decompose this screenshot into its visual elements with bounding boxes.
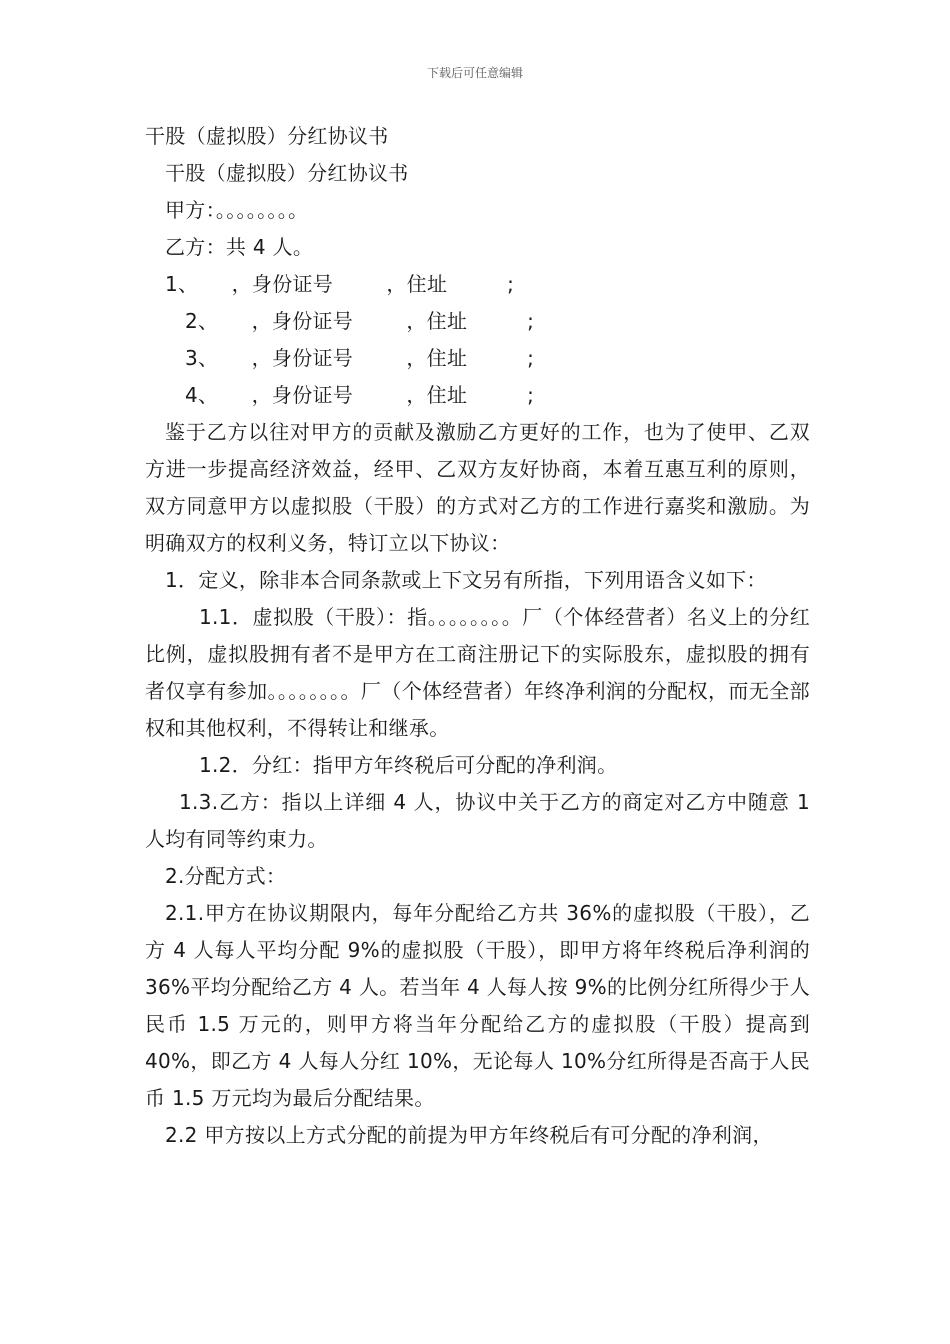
member-row-4: 4、 ，身份证号 ，住址 ; — [185, 383, 535, 407]
clause-2-2: 2.2 甲方按以上方式分配的前提为甲方年终税后有可分配的净利润， — [165, 1123, 773, 1147]
clause-1-2: 1.2．分红：指甲方年终税后可分配的净利润。 — [199, 753, 618, 777]
document-title: 干股（虚拟股）分红协议书 — [145, 124, 389, 148]
member-row-3: 3、 ，身份证号 ，住址 ; — [185, 346, 535, 370]
section-1-heading: 1．定义，除非本合同条款或上下文另有所指，下列用语含义如下： — [165, 568, 767, 592]
clause-2-1: 2.1.甲方在协议期限内，每年分配给乙方共 36%的虚拟股（干股），乙方 4 人每人平均分配 9%的虚拟股（干股），即甲方将年终税后净利润的 36%平均分配给乙方 4 人。若当年 4 人每人按 9%的比例分红所得少于人民币 1.5 万元的，则甲方将当年分配给乙方的虚拟股（干股）提高到 40%，即乙方 4 人每人分红 10%，无论每人 10%分红所得是否高于人民币 1.5 万元均为最后分配结果。 — [145, 901, 810, 1110]
member-row-1: 1、 ，身份证号 ，住址 ; — [165, 272, 515, 296]
page-header: 下载后可任意编辑 — [426, 66, 523, 80]
party-b: 乙方：共 4 人。 — [165, 235, 314, 259]
clause-1-1: 1.1．虚拟股（干股）：指。。。。。。。。厂（个体经营者）名义上的分红比例，虚拟股拥有者不是甲方在工商注册记下的实际股东，虚拟股的拥有者仅享有参加。。。。。。。。厂（个体经营者）年终净利润的分配权，而无全部权和其他权利，不得转让和继承。 — [145, 605, 810, 740]
document-body — [145, 118, 810, 1154]
preamble-paragraph: 鉴于乙方以往对甲方的贡献及激励乙方更好的工作，也为了使甲、乙双方进一步提高经济效益，经甲、乙双方友好协商，本着互惠互利的原则，双方同意甲方以虚拟股（干股）的方式对乙方的工作进行嘉奖和激励。为明确双方的权利义务，特订立以下协议： — [145, 420, 810, 555]
section-2-heading: 2.分配方式： — [165, 864, 287, 888]
clause-1-3: 1.3.乙方：指以上详细 4 人，协议中关于乙方的商定对乙方中随意 1 人均有同等约束力。 — [145, 790, 810, 851]
document-subtitle: 干股（虚拟股）分红协议书 — [165, 161, 409, 185]
party-a: 甲方：。。。。。。。。 — [165, 198, 309, 222]
member-row-2: 2、 ，身份证号 ，住址 ; — [185, 309, 535, 333]
